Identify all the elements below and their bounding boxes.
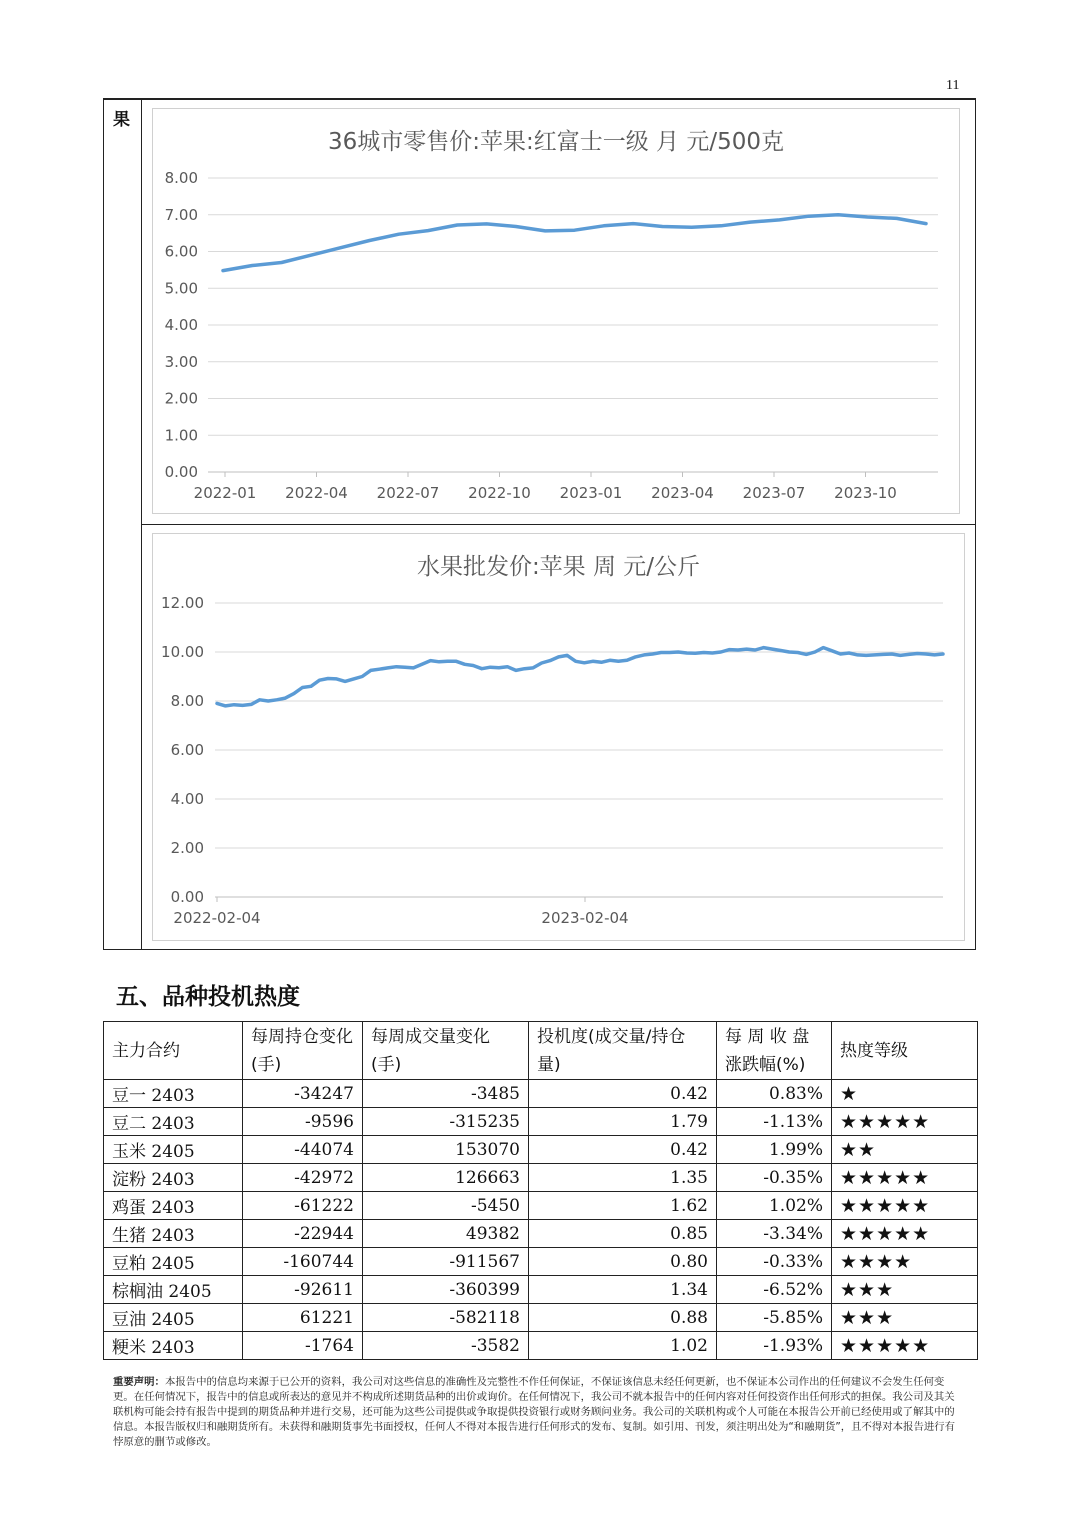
y-tick-label: 6.00 [164, 242, 198, 261]
table-row [104, 1220, 978, 1248]
heat-level-cell: ★★★★★ [832, 1164, 978, 1192]
header-heat-level: 热度等级 [832, 1022, 978, 1080]
x-tick-label: 2023-10 [834, 484, 897, 502]
y-tick-label: 2.00 [164, 389, 198, 408]
table-row [104, 1108, 978, 1136]
chart-title: 水果批发价:苹果 周 元/公斤 [416, 554, 701, 580]
contract-cell: 鸡蛋 2403 [104, 1192, 243, 1220]
heat-level-cell: ★★★ [832, 1276, 978, 1304]
contract-cell: 粳米 2403 [104, 1332, 243, 1360]
x-tick-label: 2023-04 [651, 484, 714, 502]
x-tick-label: 2023-01 [559, 484, 623, 502]
oi-change-cell: -1764 [243, 1332, 363, 1360]
table-row [104, 1276, 978, 1304]
y-tick-label: 7.00 [164, 205, 198, 224]
x-tick-label: 2022-01 [193, 484, 257, 502]
table-header-row [104, 1022, 978, 1080]
volume-change-cell: -5450 [363, 1192, 529, 1220]
y-tick-label: 12.00 [161, 594, 204, 612]
speculation-cell: 1.62 [529, 1192, 717, 1220]
y-tick-label: 1.00 [164, 426, 198, 445]
heat-level-cell: ★★★ [832, 1304, 978, 1332]
header-volume-change: 每周成交量变化(手) [363, 1022, 529, 1080]
speculation-cell: 0.85 [529, 1220, 717, 1248]
header-speculation: 投机度(成交量/持仓量) [529, 1022, 717, 1080]
oi-change-cell: -61222 [243, 1192, 363, 1220]
weekly-change-cell: -5.85% [717, 1304, 832, 1332]
oi-change-cell: -34247 [243, 1080, 363, 1108]
speculation-cell: 0.80 [529, 1248, 717, 1276]
y-tick-label: 8.00 [164, 169, 198, 187]
series-line [217, 648, 943, 706]
speculation-cell: 0.42 [529, 1080, 717, 1108]
chart-frame [103, 98, 976, 950]
table-row [104, 1136, 978, 1164]
weekly-change-cell: -1.93% [717, 1332, 832, 1360]
x-tick-label: 2023-02-04 [541, 909, 629, 927]
x-tick-label: 2022-04 [285, 484, 348, 502]
table-row [104, 1080, 978, 1108]
volume-change-cell: -360399 [363, 1276, 529, 1304]
page-number: 11 [946, 78, 960, 93]
header-contract: 主力合约 [104, 1022, 243, 1080]
heat-level-cell: ★ [832, 1080, 978, 1108]
oi-change-cell: 61221 [243, 1304, 363, 1332]
weekly-change-cell: -0.33% [717, 1248, 832, 1276]
contract-cell: 豆粕 2405 [104, 1248, 243, 1276]
retail-price-chart [152, 108, 960, 514]
side-label: 果 [113, 110, 130, 130]
y-tick-label: 6.00 [170, 741, 204, 759]
volume-change-cell: 126663 [363, 1164, 529, 1192]
table-row [104, 1192, 978, 1220]
contract-cell: 豆油 2405 [104, 1304, 243, 1332]
x-tick-label: 2023-07 [742, 484, 806, 502]
table-row [104, 1164, 978, 1192]
retail-price-plot [153, 109, 959, 513]
volume-change-cell: -3582 [363, 1332, 529, 1360]
wholesale-price-plot [153, 534, 964, 940]
heat-level-cell: ★★★★ [832, 1248, 978, 1276]
volume-change-cell: -315235 [363, 1108, 529, 1136]
heat-level-cell: ★★★★★ [832, 1192, 978, 1220]
x-tick-label: 2022-10 [468, 484, 531, 502]
oi-change-cell: -22944 [243, 1220, 363, 1248]
disclaimer-text: 本报告中的信息均来源于已公开的资料，我公司对这些信息的准确性及完整性不作任何保证，不保证该信息未经任何更新，也不保证本公司作出的任何建议不会发生任何变更。在任何情况下，报告中的信息或所表达的意见并不构成所述期货品种的出价或询价。在任何情况下，我公司不就本报告中的任何内容对任何投资作出任何形式的担保。我公司及其关联机构可能会持有报告中提到的期货品种并进行交易，还可能为这些公司提供或争取提供投资银行或财务顾问业务。我公司的关联机构或个人可能在本报告公开前已经使用或了解其中的信息。本报告版权归和融期货所有。未获得和融期货事先书面授权，任何人不得对本报告进行任何形式的发布、复制。如引用、刊发，须注明出处为“和融期货”，且不得对本报告进行有悖原意的删节或修改。 [113, 1376, 956, 1448]
speculation-cell: 1.35 [529, 1164, 717, 1192]
speculation-cell: 1.34 [529, 1276, 717, 1304]
y-tick-label: 0.00 [170, 888, 204, 906]
y-tick-label: 2.00 [170, 839, 204, 857]
contract-cell: 棕榈油 2405 [104, 1276, 243, 1304]
oi-change-cell: -9596 [243, 1108, 363, 1136]
weekly-change-cell: 1.02% [717, 1192, 832, 1220]
y-tick-label: 4.00 [170, 790, 204, 808]
speculation-cell: 0.88 [529, 1304, 717, 1332]
table-row [104, 1248, 978, 1276]
oi-change-cell: -44074 [243, 1136, 363, 1164]
heat-level-cell: ★★★★★ [832, 1332, 978, 1360]
oi-change-cell: -160744 [243, 1248, 363, 1276]
heat-level-cell: ★★★★★ [832, 1108, 978, 1136]
contract-cell: 生猪 2403 [104, 1220, 243, 1248]
series-line [223, 215, 926, 271]
disclaimer-label: 重要声明： [113, 1376, 165, 1388]
volume-change-cell: -3485 [363, 1080, 529, 1108]
heat-level-cell: ★★ [832, 1136, 978, 1164]
weekly-change-cell: 1.99% [717, 1136, 832, 1164]
weekly-change-cell: -0.35% [717, 1164, 832, 1192]
contract-cell: 豆一 2403 [104, 1080, 243, 1108]
y-tick-label: 3.00 [164, 352, 198, 371]
weekly-change-cell: -3.34% [717, 1220, 832, 1248]
top-rule [103, 98, 976, 100]
weekly-change-cell: -6.52% [717, 1276, 832, 1304]
oi-change-cell: -42972 [243, 1164, 363, 1192]
speculation-cell: 0.42 [529, 1136, 717, 1164]
x-tick-label: 2022-02-04 [173, 909, 261, 927]
speculation-heat-table [103, 1021, 978, 1360]
speculation-cell: 1.79 [529, 1108, 717, 1136]
contract-cell: 玉米 2405 [104, 1136, 243, 1164]
speculation-cell: 1.02 [529, 1332, 717, 1360]
weekly-change-cell: -1.13% [717, 1108, 832, 1136]
table-row [104, 1304, 978, 1332]
oi-change-cell: -92611 [243, 1276, 363, 1304]
heat-level-cell: ★★★★★ [832, 1220, 978, 1248]
horizontal-divider [141, 524, 975, 525]
contract-cell: 豆二 2403 [104, 1108, 243, 1136]
volume-change-cell: -911567 [363, 1248, 529, 1276]
x-tick-label: 2022-07 [376, 484, 440, 502]
header-oi-change: 每周持仓变化(手) [243, 1022, 363, 1080]
y-tick-label: 8.00 [170, 692, 204, 710]
disclaimer [113, 1375, 965, 1450]
y-tick-label: 10.00 [161, 643, 204, 661]
y-tick-label: 4.00 [164, 316, 198, 334]
contract-cell: 淀粉 2403 [104, 1164, 243, 1192]
wholesale-price-chart [152, 533, 965, 941]
volume-change-cell: 49382 [363, 1220, 529, 1248]
weekly-change-cell: 0.83% [717, 1080, 832, 1108]
y-tick-label: 0.00 [164, 463, 198, 481]
volume-change-cell: -582118 [363, 1304, 529, 1332]
y-tick-label: 5.00 [164, 279, 198, 298]
chart-title: 36城市零售价:苹果:红富士一级 月 元/500克 [327, 129, 785, 155]
section-title: 五、品种投机热度 [116, 983, 300, 1010]
volume-change-cell: 153070 [363, 1136, 529, 1164]
table-row [104, 1332, 978, 1360]
header-weekly-change: 每 周 收 盘 涨跌幅(%) [717, 1022, 832, 1080]
